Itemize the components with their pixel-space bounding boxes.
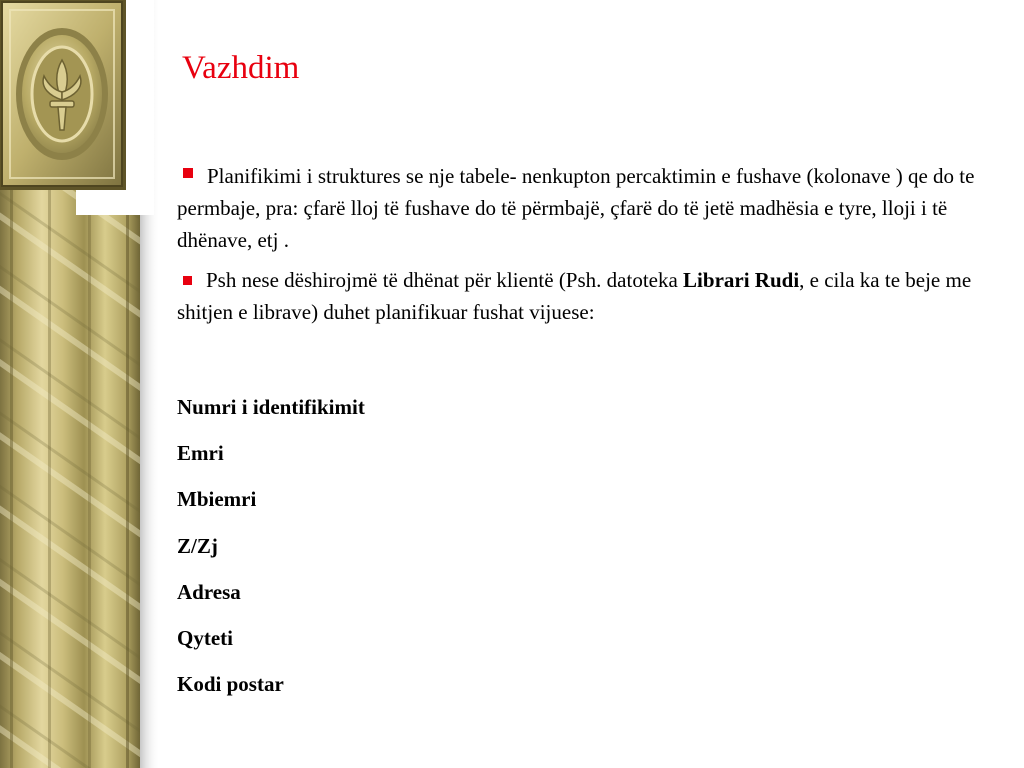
bullet-text-bold: Librari Rudi [683,268,800,292]
field-item: Numri i identifikimit [177,395,365,419]
fleur-de-lis-emblem-icon [16,28,108,160]
bullet-text-before: Psh nese dëshirojmë të dhënat për klientë (Psh. datoteka [206,268,684,292]
square-bullet-icon [183,276,192,285]
bullet-text-after: , e cila ka te beje me shitjen e librave) duhet planifikuar fushat vijuese: [177,268,972,324]
bullet-list [177,160,977,336]
slide-title: Vazhdim [182,50,300,86]
field-list [177,392,365,715]
field-item: Z/Zj [177,533,218,558]
field-item: Emri [177,441,224,466]
decorative-column [0,0,160,768]
field-item: Mbiemri [177,487,257,512]
field-item: Adresa [177,579,241,604]
bullet-text: Planifikimi i struktures se nje tabele- nenkupton percaktimin e fushave (kolonave ) qe do te permbaje, pra: çfarë lloj të fushave do të përmbajë, çfarë do të jetë madhësia e tyre, lloji i të dhënave, etj . [177,164,975,252]
square-bullet-icon [183,168,193,178]
bullet-item-planning [177,160,977,256]
field-item: Qyteti [177,625,233,650]
bullet-item-example [177,264,977,328]
field-item: Kodi postar [177,672,284,697]
